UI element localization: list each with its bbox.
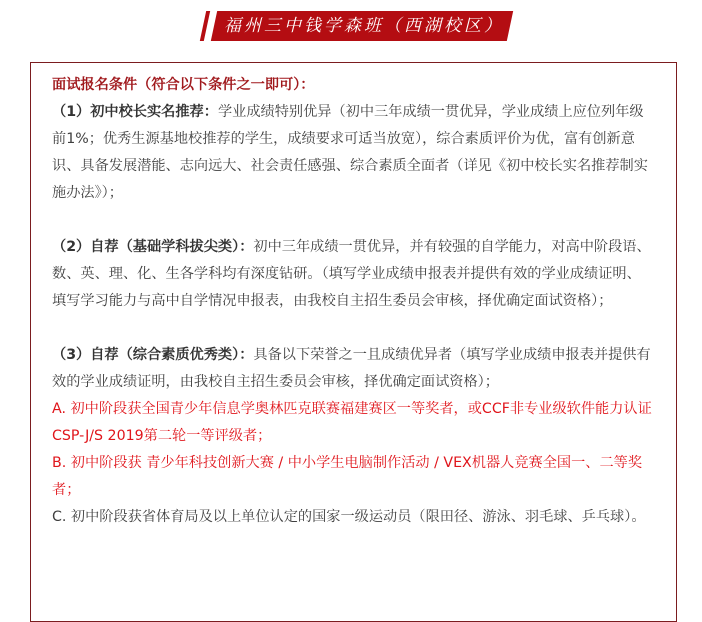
banner-title: 福州三中钱学森班（西湖校区） bbox=[224, 16, 504, 36]
condition-text: 学业成绩特别优异（初中三年成绩一贯优异，学业成绩上应位列年级前1%；优秀生源基地校推荐的学生，成绩要求可适当放宽），综合素质评价为优，富有创新意识、具备发展潜能、志向远大、社会责任感强、综合素质全面者（详见《初中校长实名推荐制实施办法》）； bbox=[52, 104, 648, 201]
honor-item-c: C. 初中阶段获省体育局及以上单位认定的国家一级运动员（限田径、游泳、羽毛球、乒乓球）。 bbox=[52, 509, 646, 525]
honor-item-b: B. 初中阶段获 青少年科技创新大赛 / 中小学生电脑制作活动 / VEX机器人竞赛全国一、二等奖者； bbox=[52, 455, 643, 498]
condition-item-2 bbox=[52, 234, 652, 315]
conditions-heading: 面试报名条件（符合以下条件之一即可）： bbox=[52, 77, 315, 93]
banner-accent-stripe bbox=[200, 11, 210, 41]
condition-label: （1）初中校长实名推荐： bbox=[52, 104, 218, 120]
condition-label: （3）自荐（综合素质优秀类）： bbox=[52, 347, 254, 363]
honor-item-a: A. 初中阶段获全国青少年信息学奥林匹克联赛福建赛区一等奖者，或CCF非专业级软件能力认证CSP-J/S 2019第二轮一等评级者； bbox=[52, 401, 652, 444]
condition-item-3 bbox=[52, 342, 652, 396]
spacer bbox=[52, 207, 652, 234]
condition-label: （2）自荐（基础学科拔尖类）： bbox=[52, 239, 254, 255]
spacer bbox=[52, 315, 652, 342]
condition-text: 具备以下荣誉之一且成绩优异者（填写学业成绩申报表并提供有效的学业成绩证明，由我校自主招生委员会审核，择优确定面试资格）； bbox=[52, 347, 651, 390]
conditions-content bbox=[52, 72, 652, 531]
condition-text: 初中三年成绩一贯优异，并有较强的自学能力，对高中阶段语、数、英、理、化、生各学科均有深度钻研。（填写学业成绩申报表并提供有效的学业成绩证明、填写学习能力与高中自学情况申报表，由我校自主招生委员会审核，择优确定面试资格）； bbox=[52, 239, 651, 309]
condition-item-1 bbox=[52, 99, 652, 207]
title-banner bbox=[200, 11, 516, 41]
